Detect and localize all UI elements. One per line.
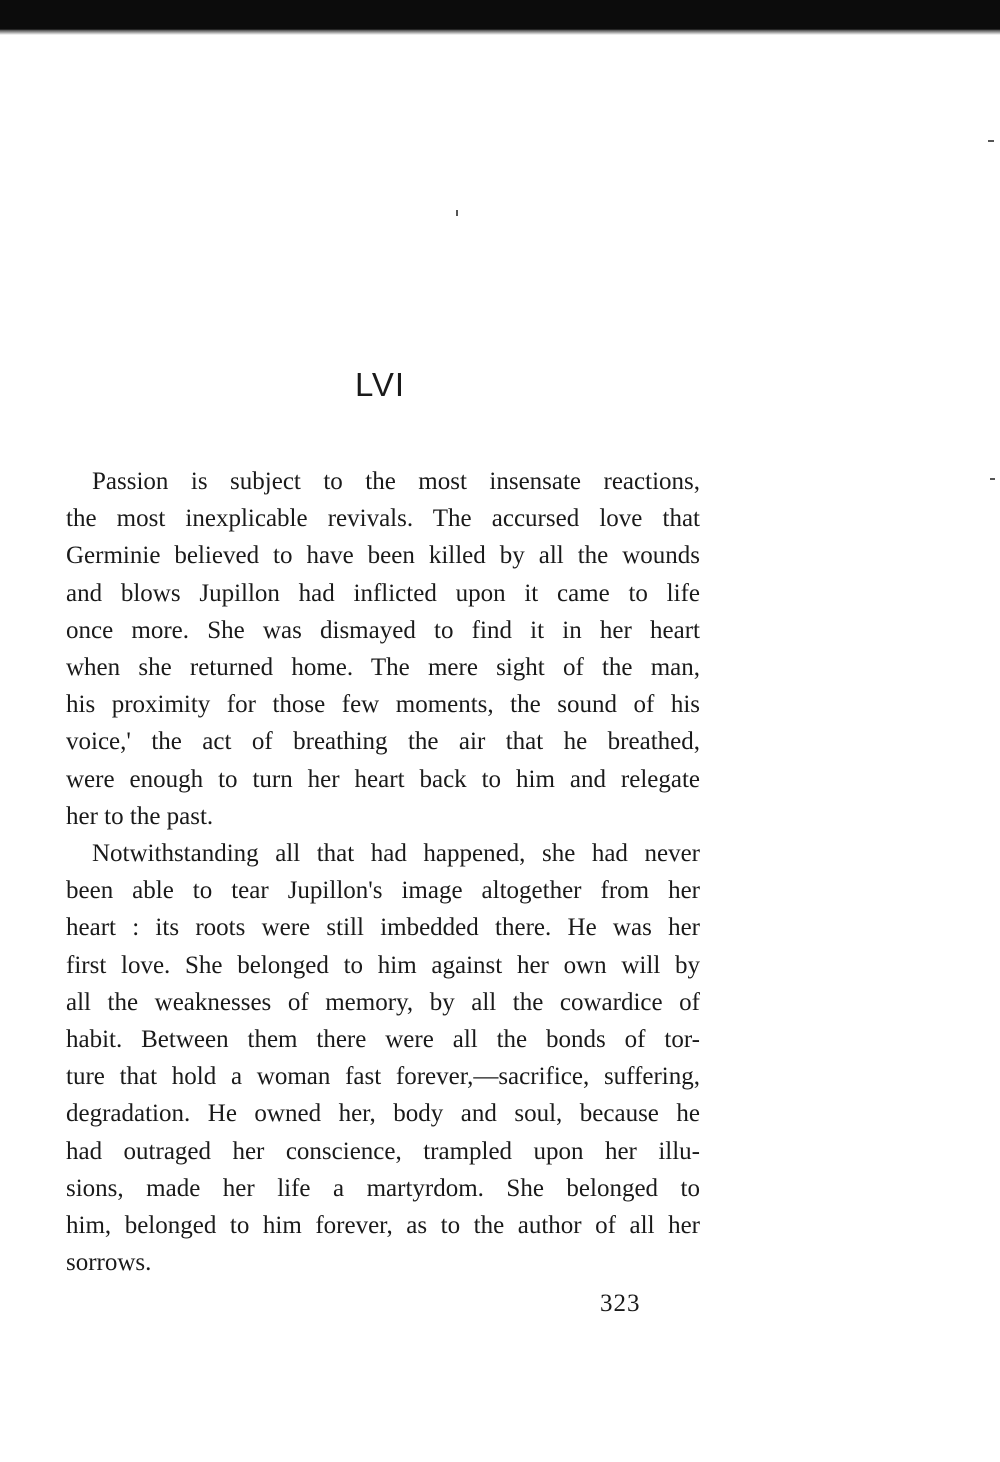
body-text bbox=[66, 463, 700, 1281]
text-line: sions, made her life a martyrdom. She belonged to bbox=[66, 1174, 700, 1202]
text-line: his proximity for those few moments, the sound of his bbox=[66, 691, 700, 719]
text-line: Notwithstanding all that had happened, she had never bbox=[92, 840, 700, 868]
text-line: the most inexplicable revivals. The accursed love that bbox=[66, 505, 700, 533]
text-line: all the weaknesses of memory, by all the cowardice of bbox=[66, 988, 700, 1016]
text-line: degradation. He owned her, body and soul, because he bbox=[66, 1100, 700, 1128]
text-line: her to the past. bbox=[66, 802, 214, 830]
text-line: Germinie believed to have been killed by all the wounds bbox=[66, 542, 700, 570]
text-line: were enough to turn her heart back to him and relegate bbox=[66, 765, 700, 793]
text-line: sorrows. bbox=[66, 1249, 152, 1277]
text-line: when she returned home. The mere sight of the man, bbox=[66, 654, 700, 682]
text-line: once more. She was dismayed to find it in her heart bbox=[66, 616, 700, 644]
text-line: and blows Jupillon had inflicted upon it came to life bbox=[66, 579, 700, 607]
scan-speck bbox=[456, 210, 458, 216]
scan-speck bbox=[988, 140, 994, 142]
scan-speck bbox=[990, 478, 995, 480]
text-line: ture that hold a woman fast forever,—sacrifice, suffering, bbox=[66, 1063, 700, 1091]
chapter-heading: LVI bbox=[354, 366, 406, 403]
page-number: 323 bbox=[600, 1290, 641, 1317]
text-line: been able to tear Jupillon's image altogether from her bbox=[66, 877, 700, 905]
text-line: habit. Between them there were all the bonds of tor- bbox=[66, 1026, 700, 1054]
text-line: heart : its roots were still imbedded there. He was her bbox=[66, 914, 700, 942]
text-line: had outraged her conscience, trampled upon her illu- bbox=[66, 1137, 700, 1165]
text-line: voice,' the act of breathing the air that he breathed, bbox=[66, 728, 700, 756]
text-line: first love. She belonged to him against her own will by bbox=[66, 951, 700, 979]
text-line: him, belonged to him forever, as to the author of all her bbox=[66, 1212, 700, 1240]
text-line: Passion is subject to the most insensate reactions, bbox=[92, 468, 700, 495]
paragraph-2 bbox=[66, 835, 700, 1281]
paragraph-1 bbox=[66, 463, 700, 835]
scan-top-edge bbox=[0, 0, 1000, 30]
